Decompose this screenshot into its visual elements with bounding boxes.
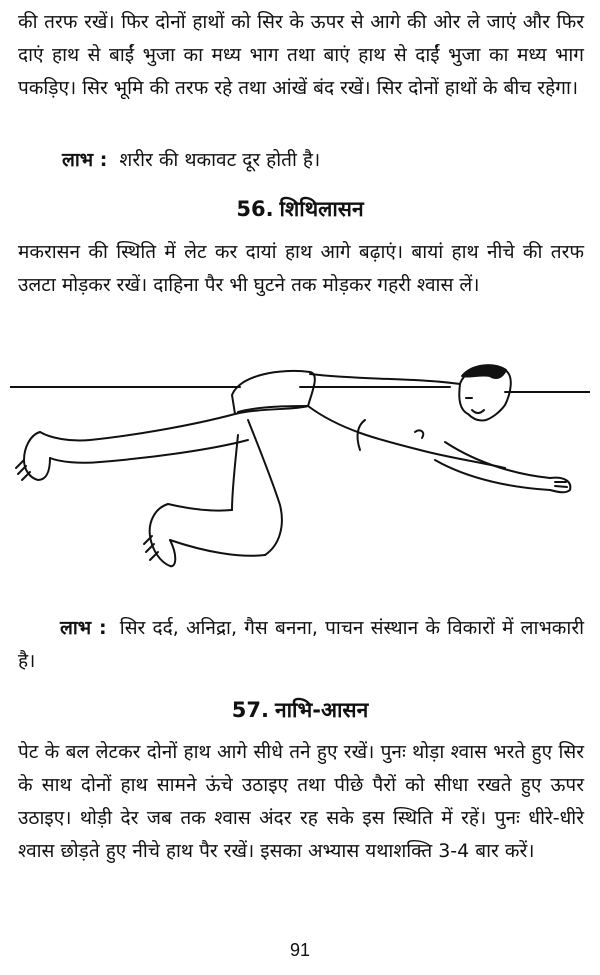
section-56-benefit (18, 612, 584, 678)
right-thigh-front (248, 420, 282, 555)
section-56-heading (0, 195, 600, 223)
page-number: 91 (289, 940, 311, 960)
section-57-heading (0, 696, 600, 724)
section-56-title: शिथिलासन (279, 197, 364, 221)
section-56-body-text: मकरासन की स्थिति में लेट कर दायां हाथ आगे बढ़ाएं। बायां हाथ नीचे की तरफ उलटा मोड़कर रखें। दाहिना पैर भी घुटने तक मोड़कर गहरी श्वास लें। (18, 241, 584, 296)
previous-section-benefit (62, 144, 582, 177)
right-hand (550, 478, 570, 493)
section-56-body (18, 236, 584, 302)
benefit-label: लाभ : (62, 149, 108, 171)
section-57-title: नाभि-आसन (274, 698, 369, 722)
section-56-benefit-text: सिर दर्द, अनिद्रा, गैस बनना, पाचन संस्थान के विकारों में लाभकारी है। (18, 617, 585, 672)
previous-section-text (18, 6, 584, 105)
section-57-body (18, 736, 584, 868)
section-56-benefit-label: लाभ : (60, 617, 107, 639)
section-56-number: 56. (236, 197, 274, 221)
left-leg-upper-line (40, 414, 235, 441)
shithilasana-illustration (10, 340, 590, 580)
benefit-text: शरीर की थकावट दूर होती है। (119, 149, 321, 171)
section-57-number: 57. (231, 698, 269, 722)
previous-section-continuation: की तरफ रखें। फिर दोनों हाथों को सिर के ऊपर से आगे की ओर ले जाएं और फिर दाएं हाथ से बाईं भुजा का मध्य भाग तथा बाएं हाथ से दाईं भुजा का मध्य भाग पकड़िए। सिर भूमि की तरफ रहे तथा आंखें बंद रखें। सिर दोनों हाथों के बीच रहेगा। (18, 11, 584, 99)
section-57-body-text: पेट के बल लेटकर दोनों हाथ आगे सीधे तने हुए रखें। पुनः थोड़ा श्वास भरते हुए सिर के साथ दोनों हाथ सामने ऊंचे उठाइए तथा पीछे पैरों को सीधा रखते हुए ऊपर उठाइए। थोड़ी देर जब तक श्वास अंदर रह सके इस स्थिति में रहें। पुनः धीरे-धीरे श्वास छोड़ते हुए नीचे हाथ पैर रखें। इसका अभ्यास यथाशक्ति 3-4 बार करें। (18, 741, 584, 862)
